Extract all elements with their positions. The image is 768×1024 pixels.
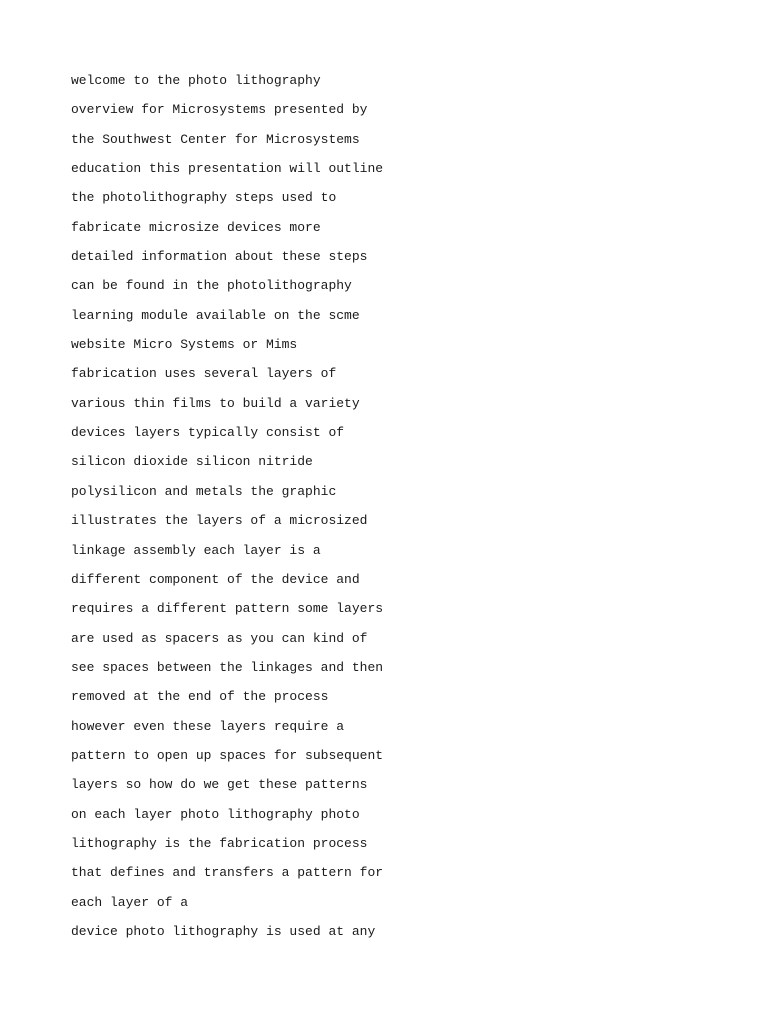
- transcript-line: on each layer photo lithography photo: [71, 806, 360, 822]
- transcript-line: various thin films to build a variety: [71, 395, 360, 411]
- transcript-line: silicon dioxide silicon nitride: [71, 454, 313, 470]
- transcript-line: education this presentation will outline: [71, 161, 384, 177]
- transcript-line: welcome to the photo lithography: [71, 73, 321, 88]
- transcript-line: lithography is the fabrication process: [71, 835, 368, 851]
- transcript-line: layers so how do we get these patterns: [71, 777, 368, 793]
- transcript-line: requires a different pattern some layers: [71, 601, 384, 617]
- transcript-line: each layer of a: [71, 894, 189, 910]
- transcript-line: learning module available on the scme: [71, 307, 360, 323]
- transcript-line: device photo lithography is used at any: [71, 923, 376, 939]
- transcript-line: illustrates the layers of a microsized: [71, 513, 368, 529]
- transcript-line: linkage assembly each layer is a: [71, 542, 321, 558]
- transcript-line: website Micro Systems or Mims: [71, 337, 298, 353]
- transcript-line: are used as spacers as you can kind of: [71, 630, 368, 646]
- transcript-line: can be found in the photolithography: [71, 278, 352, 294]
- transcript-text: [71, 66, 383, 946]
- transcript-line: however even these layers require a: [71, 718, 345, 734]
- transcript-line: see spaces between the linkages and then: [71, 659, 384, 675]
- transcript-line: pattern to open up spaces for subsequent: [71, 747, 384, 763]
- transcript-line: fabricate microsize devices more: [71, 219, 321, 235]
- transcript-line: removed at the end of the process: [71, 689, 329, 705]
- transcript-line: the Southwest Center for Microsystems: [71, 131, 360, 147]
- transcript-line: devices layers typically consist of: [71, 425, 345, 441]
- transcript-line: detailed information about these steps: [71, 249, 368, 265]
- transcript-line: polysilicon and metals the graphic: [71, 483, 337, 499]
- transcript-line: fabrication uses several layers of: [71, 366, 337, 382]
- transcript-line: overview for Microsystems presented by: [71, 102, 368, 118]
- transcript-line: that defines and transfers a pattern for: [71, 865, 384, 881]
- transcript-line: different component of the device and: [71, 571, 360, 587]
- transcript-line: the photolithography steps used to: [71, 190, 337, 206]
